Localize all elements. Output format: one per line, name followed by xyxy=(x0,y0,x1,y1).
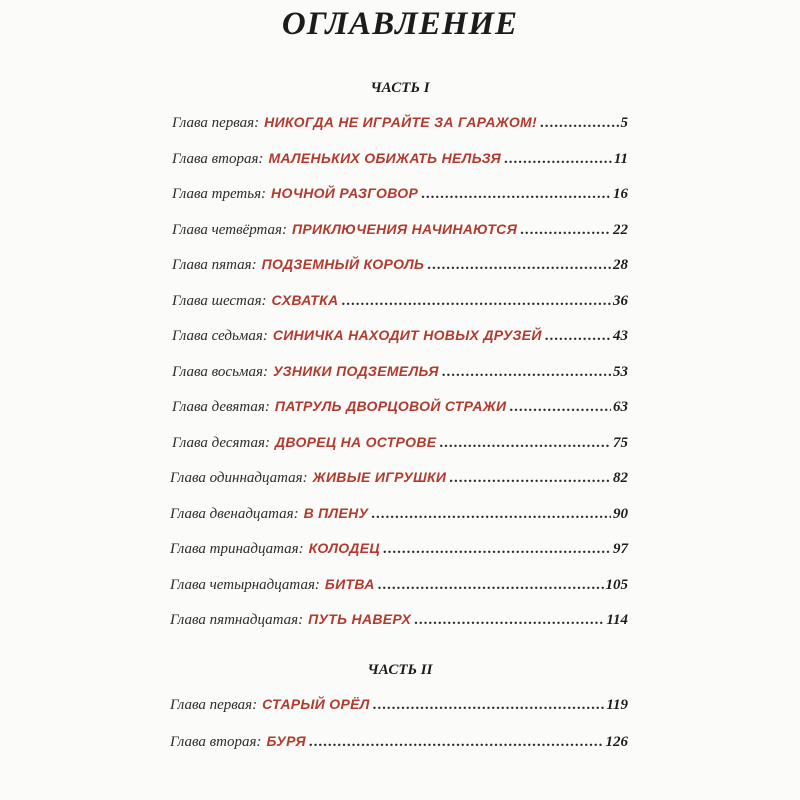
page-number: 119 xyxy=(606,697,628,713)
chapter-label: Глава четвёртая: xyxy=(172,221,288,238)
dot-leader xyxy=(509,399,611,416)
chapter-title: УЗНИКИ ПОДЗЕМЕЛЬЯ xyxy=(272,362,439,379)
page-number: 16 xyxy=(613,186,628,202)
chapter-title: БИТВА xyxy=(324,575,375,592)
dot-leader xyxy=(540,115,619,132)
toc-entry[interactable] xyxy=(170,733,628,755)
page-number: 11 xyxy=(613,150,628,167)
dot-leader xyxy=(439,435,611,452)
dot-leader xyxy=(309,734,604,751)
page-number: 97 xyxy=(613,541,628,557)
chapter-label: Глава тринадцатая: xyxy=(170,541,304,557)
page-number: 36 xyxy=(613,292,628,309)
page-number: 126 xyxy=(605,734,628,750)
page-number: 75 xyxy=(613,434,628,451)
chapter-label: Глава двенадцатая: xyxy=(170,505,299,522)
chapter-title: БУРЯ xyxy=(266,733,306,749)
dot-leader xyxy=(442,364,611,381)
toc-entry[interactable] xyxy=(170,469,628,491)
toc-entry[interactable] xyxy=(172,327,628,349)
toc-entry[interactable] xyxy=(172,256,628,278)
chapter-title: МАЛЕНЬКИХ ОБИЖАТЬ НЕЛЬЗЯ xyxy=(268,149,502,166)
toc-entry[interactable] xyxy=(172,185,628,207)
dot-leader xyxy=(449,470,611,487)
chapter-title: КОЛОДЕЦ xyxy=(308,540,380,556)
chapter-label: Глава третья: xyxy=(172,186,267,202)
chapter-title: СХВАТКА xyxy=(271,291,339,308)
page-title: ОГЛАВЛЕНИЕ xyxy=(281,6,519,42)
page-number: 43 xyxy=(613,328,628,344)
chapter-title: НИКОГДА НЕ ИГРАЙТЕ ЗА ГАРАЖОМ! xyxy=(264,114,537,130)
page-number: 53 xyxy=(613,363,628,380)
page-number: 105 xyxy=(605,576,628,593)
dot-leader xyxy=(341,293,611,310)
toc-entry[interactable] xyxy=(170,611,628,633)
chapter-title: ЖИВЫЕ ИГРУШКИ xyxy=(312,469,447,485)
chapter-label: Глава вторая: xyxy=(172,150,264,167)
chapter-title: ПРИКЛЮЧЕНИЯ НАЧИНАЮТСЯ xyxy=(292,220,518,237)
dot-leader xyxy=(378,577,604,594)
page-number: 28 xyxy=(613,257,628,273)
page-number: 90 xyxy=(613,505,628,522)
toc-entry[interactable] xyxy=(172,398,628,420)
page-number: 114 xyxy=(606,612,628,628)
dot-leader xyxy=(427,257,611,274)
toc-entry[interactable] xyxy=(172,363,628,385)
toc-entry[interactable] xyxy=(170,540,628,562)
chapter-label: Глава вторая: xyxy=(170,734,262,750)
chapter-title: ПУТЬ НАВЕРХ xyxy=(308,611,412,627)
part-2-heading: ЧАСТЬ II xyxy=(367,662,433,678)
toc-entry[interactable] xyxy=(172,292,628,314)
toc-entry[interactable] xyxy=(172,114,628,136)
page-number: 82 xyxy=(613,470,628,486)
page-number: 22 xyxy=(613,221,628,238)
dot-leader xyxy=(373,697,605,714)
dot-leader xyxy=(545,328,611,345)
toc-entry[interactable] xyxy=(172,221,628,243)
chapter-label: Глава десятая: xyxy=(172,434,270,451)
toc-entry[interactable] xyxy=(170,696,628,718)
page-number: 5 xyxy=(620,115,628,131)
dot-leader xyxy=(371,506,611,523)
chapter-title: СИНИЧКА НАХОДИТ НОВЫХ ДРУЗЕЙ xyxy=(272,327,542,343)
chapter-label: Глава первая: xyxy=(172,115,260,131)
chapter-label: Глава одиннадцатая: xyxy=(170,470,308,486)
chapter-label: Глава четырнадцатая: xyxy=(170,576,320,593)
toc-entry[interactable] xyxy=(172,434,628,456)
toc-entry[interactable] xyxy=(172,150,628,172)
dot-leader xyxy=(414,612,604,629)
chapter-title: ДВОРЕЦ НА ОСТРОВЕ xyxy=(274,433,437,450)
chapter-label: Глава шестая: xyxy=(172,292,267,309)
chapter-title: В ПЛЕНУ xyxy=(303,504,369,521)
dot-leader xyxy=(520,222,611,239)
page-number: 63 xyxy=(613,399,628,415)
toc-entry[interactable] xyxy=(170,576,628,598)
chapter-label: Глава восьмая: xyxy=(172,363,268,380)
chapter-label: Глава седьмая: xyxy=(172,328,268,344)
chapter-title: СТАРЫЙ ОРЁЛ xyxy=(262,696,370,712)
dot-leader xyxy=(421,186,611,203)
chapter-title: ПАТРУЛЬ ДВОРЦОВОЙ СТРАЖИ xyxy=(274,398,507,414)
chapter-title: НОЧНОЙ РАЗГОВОР xyxy=(271,185,419,201)
chapter-label: Глава пятнадцатая: xyxy=(170,612,304,628)
toc-entry[interactable] xyxy=(170,505,628,527)
chapter-title: ПОДЗЕМНЫЙ КОРОЛЬ xyxy=(261,256,425,272)
dot-leader xyxy=(504,151,612,168)
part-1-heading: ЧАСТЬ I xyxy=(370,80,430,96)
chapter-label: Глава девятая: xyxy=(172,399,270,415)
chapter-label: Глава пятая: xyxy=(172,257,257,273)
chapter-label: Глава первая: xyxy=(170,697,258,713)
dot-leader xyxy=(383,541,611,558)
